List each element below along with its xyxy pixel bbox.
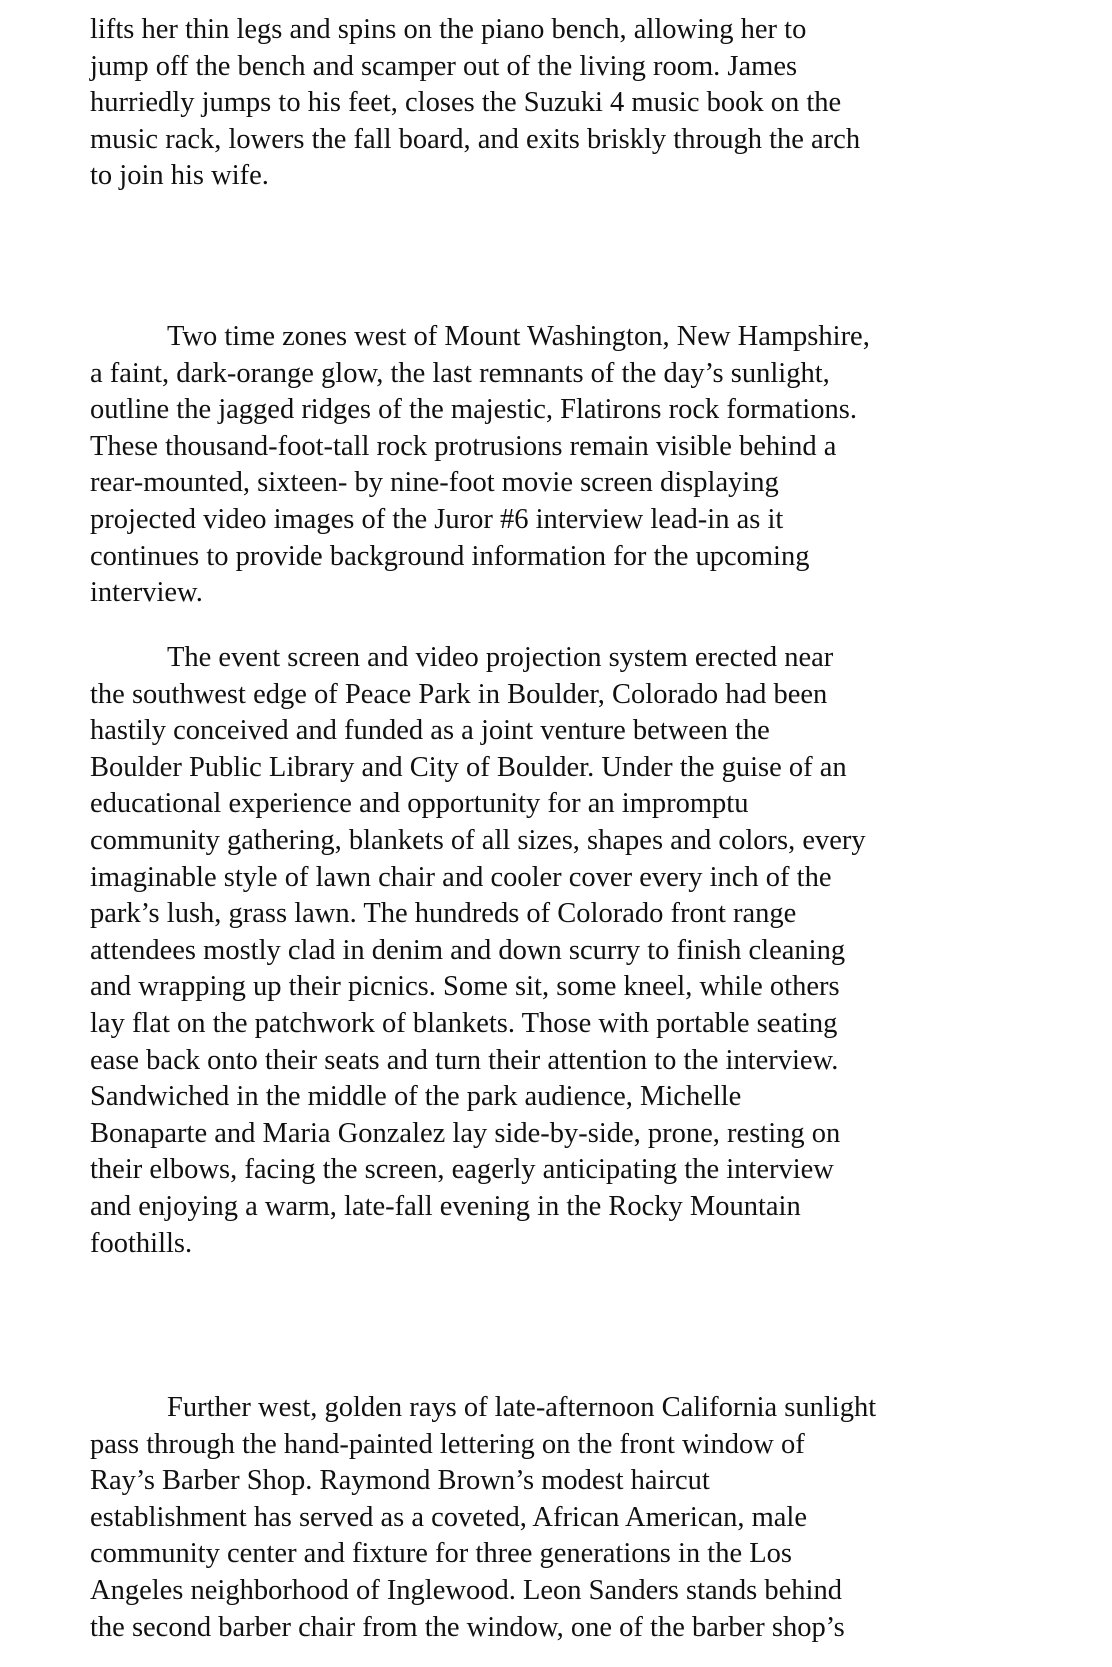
text-line: and wrapping up their picnics. Some sit, some kneel, while others [90, 971, 840, 1003]
text-line: foothills. [90, 1227, 193, 1259]
book-page [90, 0, 1020, 1667]
text-line: imaginable style of lawn chair and cooler cover every inch of the [90, 861, 832, 893]
paragraph-2 [90, 319, 1020, 612]
text-line: to join his wife. [90, 160, 269, 192]
text-line: establishment has served as a coveted, African American, male [90, 1501, 807, 1533]
text-line: a faint, dark-orange glow, the last remnants of the day’s sunlight, [90, 357, 830, 389]
paragraph-4 [90, 1390, 1020, 1646]
text-line: outline the jagged ridges of the majestic, Flatirons rock formations. [90, 394, 857, 426]
text-line: hurriedly jumps to his feet, closes the Suzuki 4 music book on the [90, 87, 842, 119]
text-line: continues to provide background information for the upcoming [90, 540, 810, 572]
text-line: Sandwiched in the middle of the park audience, Michelle [90, 1081, 742, 1113]
text-line: hastily conceived and funded as a joint venture between the [90, 715, 770, 747]
text-line: Ray’s Barber Shop. Raymond Brown’s modest haircut [90, 1465, 710, 1497]
paragraph-1 [90, 12, 1020, 195]
text-line: their elbows, facing the screen, eagerly anticipating the interview [90, 1154, 834, 1186]
text-line: park’s lush, grass lawn. The hundreds of Colorado front range [90, 898, 797, 930]
paragraph-3 [90, 640, 1020, 1262]
text-line: Boulder Public Library and City of Boulder. Under the guise of an [90, 751, 847, 783]
text-line: music rack, lowers the fall board, and exits briskly through the arch [90, 123, 861, 155]
text-line: pass through the hand-painted lettering on the front window of [90, 1428, 805, 1460]
text-line: These thousand-foot-tall rock protrusions remain visible behind a [90, 430, 837, 462]
text-line: rear-mounted, sixteen- by nine-foot movie screen displaying [90, 467, 779, 499]
text-line: The event screen and video projection system erected near [167, 642, 834, 673]
text-line: projected video images of the Juror #6 interview lead-in as it [90, 503, 784, 535]
text-line: lay flat on the patchwork of blankets. Those with portable seating [90, 1007, 838, 1039]
text-line: ease back onto their seats and turn their attention to the interview. [90, 1044, 839, 1076]
text-line: Two time zones west of Mount Washington, New Hampshire, [167, 321, 870, 352]
text-line: Bonaparte and Maria Gonzalez lay side-by-side, prone, resting on [90, 1117, 841, 1149]
text-line: Angeles neighborhood of Inglewood. Leon Sanders stands behind [90, 1574, 842, 1606]
text-line: interview. [90, 577, 203, 609]
text-line: and enjoying a warm, late-fall evening in the Rocky Mountain [90, 1190, 801, 1222]
text-line: the second barber chair from the window, one of the barber shop’s [90, 1611, 845, 1643]
text-line: community gathering, blankets of all sizes, shapes and colors, every [90, 824, 866, 856]
text-line: community center and fixture for three generations in the Los [90, 1538, 792, 1570]
text-line: attendees mostly clad in denim and down scurry to finish cleaning [90, 934, 846, 966]
text-line: the southwest edge of Peace Park in Boulder, Colorado had been [90, 678, 828, 710]
text-line: jump off the bench and scamper out of the living room. James [90, 50, 798, 82]
text-line: lifts her thin legs and spins on the piano bench, allowing her to [90, 14, 807, 45]
text-line: educational experience and opportunity for an impromptu [90, 788, 749, 820]
text-line: Further west, golden rays of late-afternoon California sunlight [167, 1392, 877, 1423]
